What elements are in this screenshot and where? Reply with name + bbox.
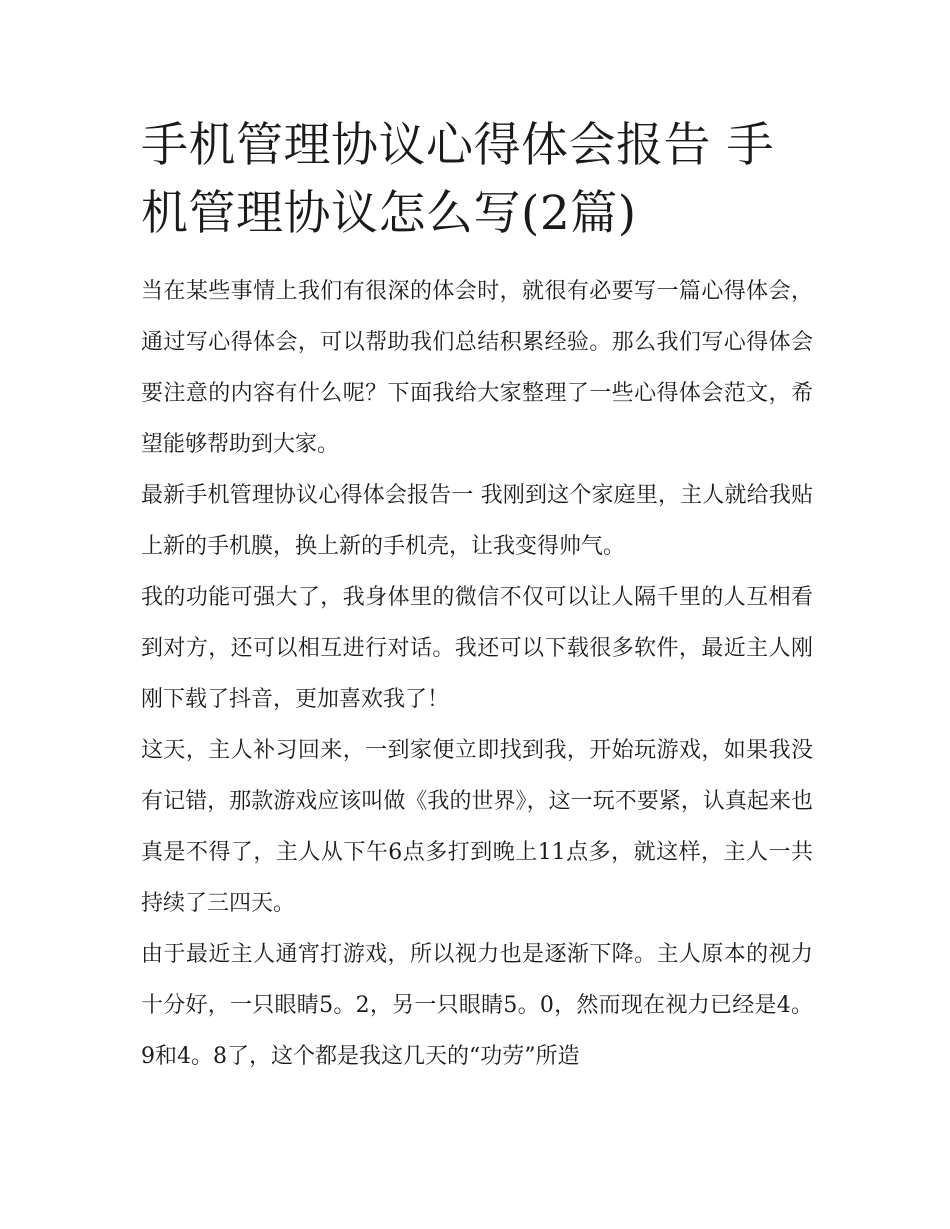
intro-paragraph: 当在某些事情上我们有很深的体会时，就很有必要写一篇心得体会，通过写心得体会，可以帮助我们总结积累经验。那么我们写心得体会要注意的内容有什么呢？下面我给大家整理了一些心得体会范文，希望能够帮助到大家。 xyxy=(141,279,813,457)
body-paragraph: 最新手机管理协议心得体会报告一 我刚到这个家庭里，主人就给我贴上新的手机膜，换上新的手机壳，让我变得帅气。 xyxy=(141,483,813,559)
body-paragraph: 我的功能可强大了，我身体里的微信不仅可以让人隔千里的人互相看到对方，还可以相互进行对话。我还可以下载很多软件，最近主人刚刚下载了抖音，更加喜欢我了！ xyxy=(141,585,813,712)
document-title: 手机管理协议心得体会报告 手机管理协议怎么写(2篇) xyxy=(141,118,774,241)
body-paragraph: 这天，主人补习回来，一到家便立即找到我，开始玩游戏，如果我没有记错，那款游戏应该叫做《我的世界》，这一玩不要紧，认真起来也真是不得了，主人从下午6点多打到晚上11点多，就这样，主人一共持续了三四天。 xyxy=(141,738,813,916)
document-body xyxy=(141,112,813,1082)
body-paragraph: 由于最近主人通宵打游戏，所以视力也是逐渐下降。主人原本的视力十分好，一只眼睛5。2，另一只眼睛5。0，然而现在视力已经是4。9和4。8了，这个都是我这几天的“功劳”所造 xyxy=(141,942,813,1069)
